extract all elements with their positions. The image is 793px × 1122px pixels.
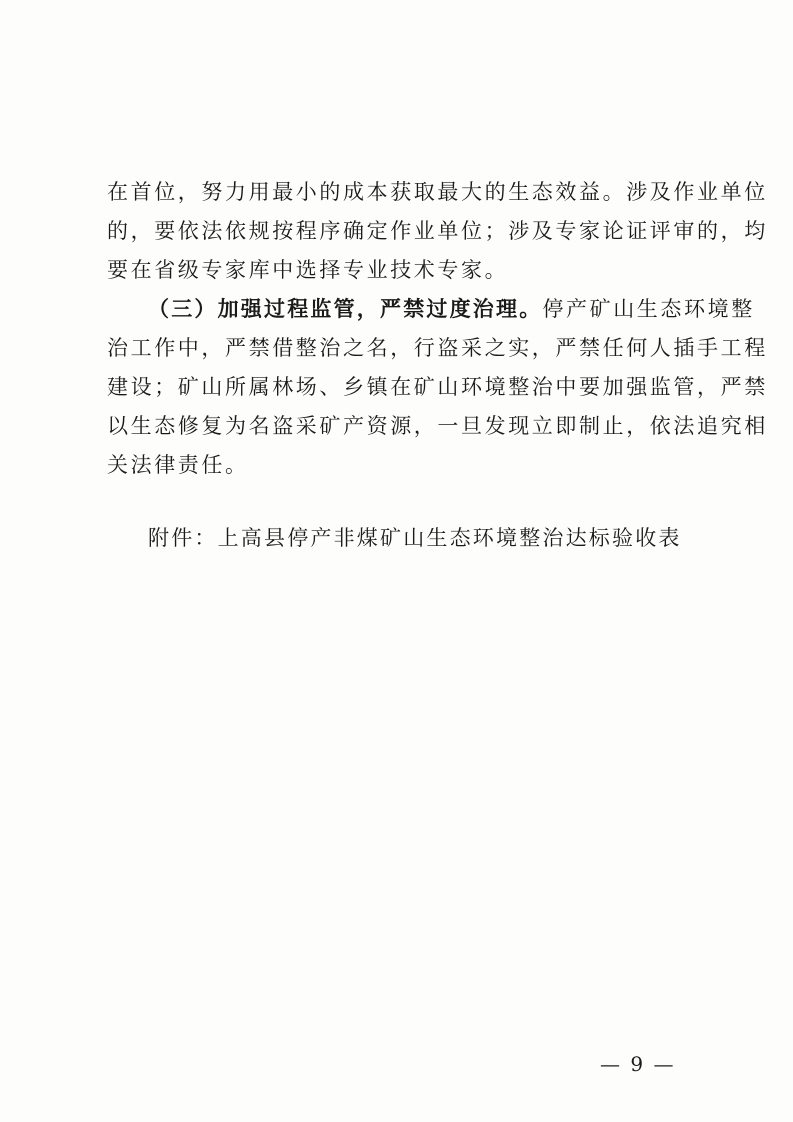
section3-text: 停产矿山生态环境整 — [542, 297, 755, 321]
attachment-line: 附件：上高县停产非煤矿山生态环境整治达标验收表 — [148, 526, 682, 550]
paragraph-line-5: 治工作中，严禁借整治之名，行盗采之实，严禁任何人插手工程 — [107, 336, 768, 360]
section3-heading: （三）加强过程监管，严禁过度治理。 — [148, 297, 543, 321]
paragraph-line-8: 关法律责任。 — [107, 453, 249, 477]
section3-first-line — [148, 293, 755, 325]
paragraph-line-6: 建设；矿山所属林场、乡镇在矿山环境整治中要加强监管，严禁 — [107, 375, 768, 399]
paragraph-line-2: 的，要依法依规按程序确定作业单位；涉及专家论证评审的，均 — [107, 219, 768, 243]
paragraph-line-1: 在首位，努力用最小的成本获取最大的生态效益。涉及作业单位 — [107, 180, 768, 204]
page-number: — 9 — — [600, 1052, 676, 1076]
paragraph-line-3: 要在省级专家库中选择专业技术专家。 — [107, 258, 509, 282]
paragraph-line-7: 以生态修复为名盗采矿产资源，一旦发现立即制止，依法追究相 — [107, 414, 768, 438]
